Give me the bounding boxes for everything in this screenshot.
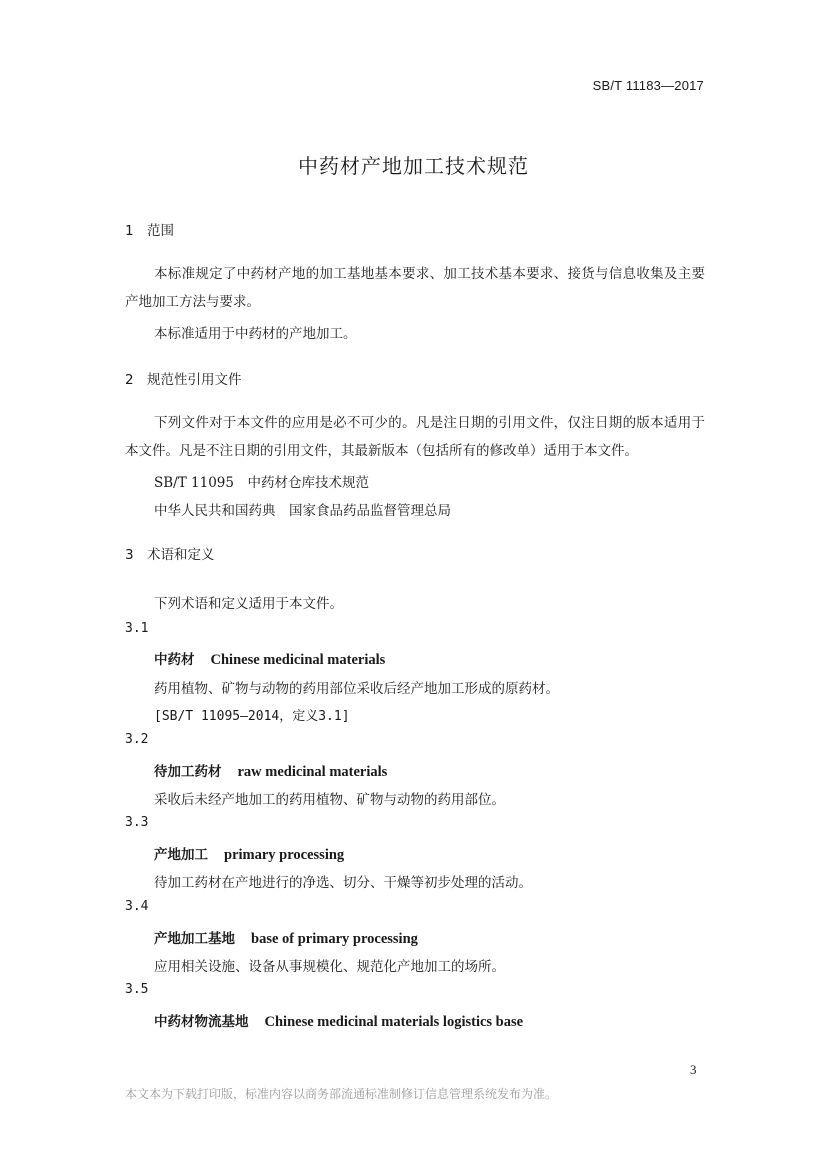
section-number: 2 <box>125 372 134 388</box>
section-title: 范围 <box>147 223 174 239</box>
term-heading <box>154 648 385 669</box>
term-heading <box>154 927 418 948</box>
term-english: raw medicinal materials <box>237 764 388 780</box>
section-title: 术语和定义 <box>147 547 215 563</box>
paragraph: 本标准规定了中药材产地的加工基地基本要求、加工技术基本要求、接货与信息收集及主要产地加工方法与要求。 <box>125 266 705 310</box>
term-number: 3.2 <box>125 732 149 747</box>
term-heading <box>154 760 387 781</box>
term-definition: 采收后未经产地加工的药用植物、矿物与动物的药用部位。 <box>154 792 505 808</box>
term-chinese: 中药材 <box>154 652 195 668</box>
term-number: 3.5 <box>125 982 149 997</box>
term-source: [SB/T 11095—2014，定义3.1] <box>154 709 350 724</box>
section-number: 1 <box>125 223 134 239</box>
term-english: Chinese medicinal materials logistics base <box>264 1014 524 1030</box>
term-english: Chinese medicinal materials <box>210 652 386 668</box>
term-heading <box>154 1010 523 1031</box>
term-definition: 药用植物、矿物与动物的药用部位采收后经产地加工形成的原药材。 <box>154 681 559 697</box>
term-heading <box>154 843 344 864</box>
term-chinese: 产地加工 <box>154 847 208 863</box>
term-chinese: 产地加工基地 <box>154 931 235 947</box>
term-english: primary processing <box>224 847 345 863</box>
document-code: SB/T 11183—2017 <box>592 78 704 93</box>
paragraph: 本标准适用于中药材的产地加工。 <box>154 326 357 342</box>
section-heading-1 <box>125 219 174 239</box>
section-title: 规范性引用文件 <box>147 372 242 388</box>
term-english: base of primary processing <box>251 931 418 947</box>
document-title: 中药材产地加工技术规范 <box>298 154 529 178</box>
section-heading-2 <box>125 368 242 388</box>
paragraph: 下列术语和定义适用于本文件。 <box>154 596 343 612</box>
term-definition: 待加工药材在产地进行的净选、切分、干燥等初步处理的活动。 <box>154 875 532 891</box>
section-heading-3 <box>125 543 215 563</box>
footer-note: 本文本为下载打印版，标准内容以商务部流通标准制修订信息管理系统发布为准。 <box>125 1087 558 1101</box>
paragraph: 下列文件对于本文件的应用是必不可少的。凡是注日期的引用文件，仅注日期的版本适用于本文件。凡是不注日期的引用文件，其最新版本（包括所有的修改单）适用于本文件。 <box>125 415 705 459</box>
normative-reference: 中华人民共和国药典 国家食品药品监督管理总局 <box>154 503 451 519</box>
term-number: 3.1 <box>125 621 149 636</box>
term-chinese: 待加工药材 <box>154 764 222 780</box>
page-number: 3 <box>690 1062 697 1077</box>
term-chinese: 中药材物流基地 <box>154 1014 249 1030</box>
normative-reference: SB/T 11095 中药材仓库技术规范 <box>154 475 369 491</box>
term-definition: 应用相关设施、设备从事规模化、规范化产地加工的场所。 <box>154 959 505 975</box>
term-number: 3.3 <box>125 815 149 830</box>
section-number: 3 <box>125 547 134 563</box>
term-number: 3.4 <box>125 899 149 914</box>
